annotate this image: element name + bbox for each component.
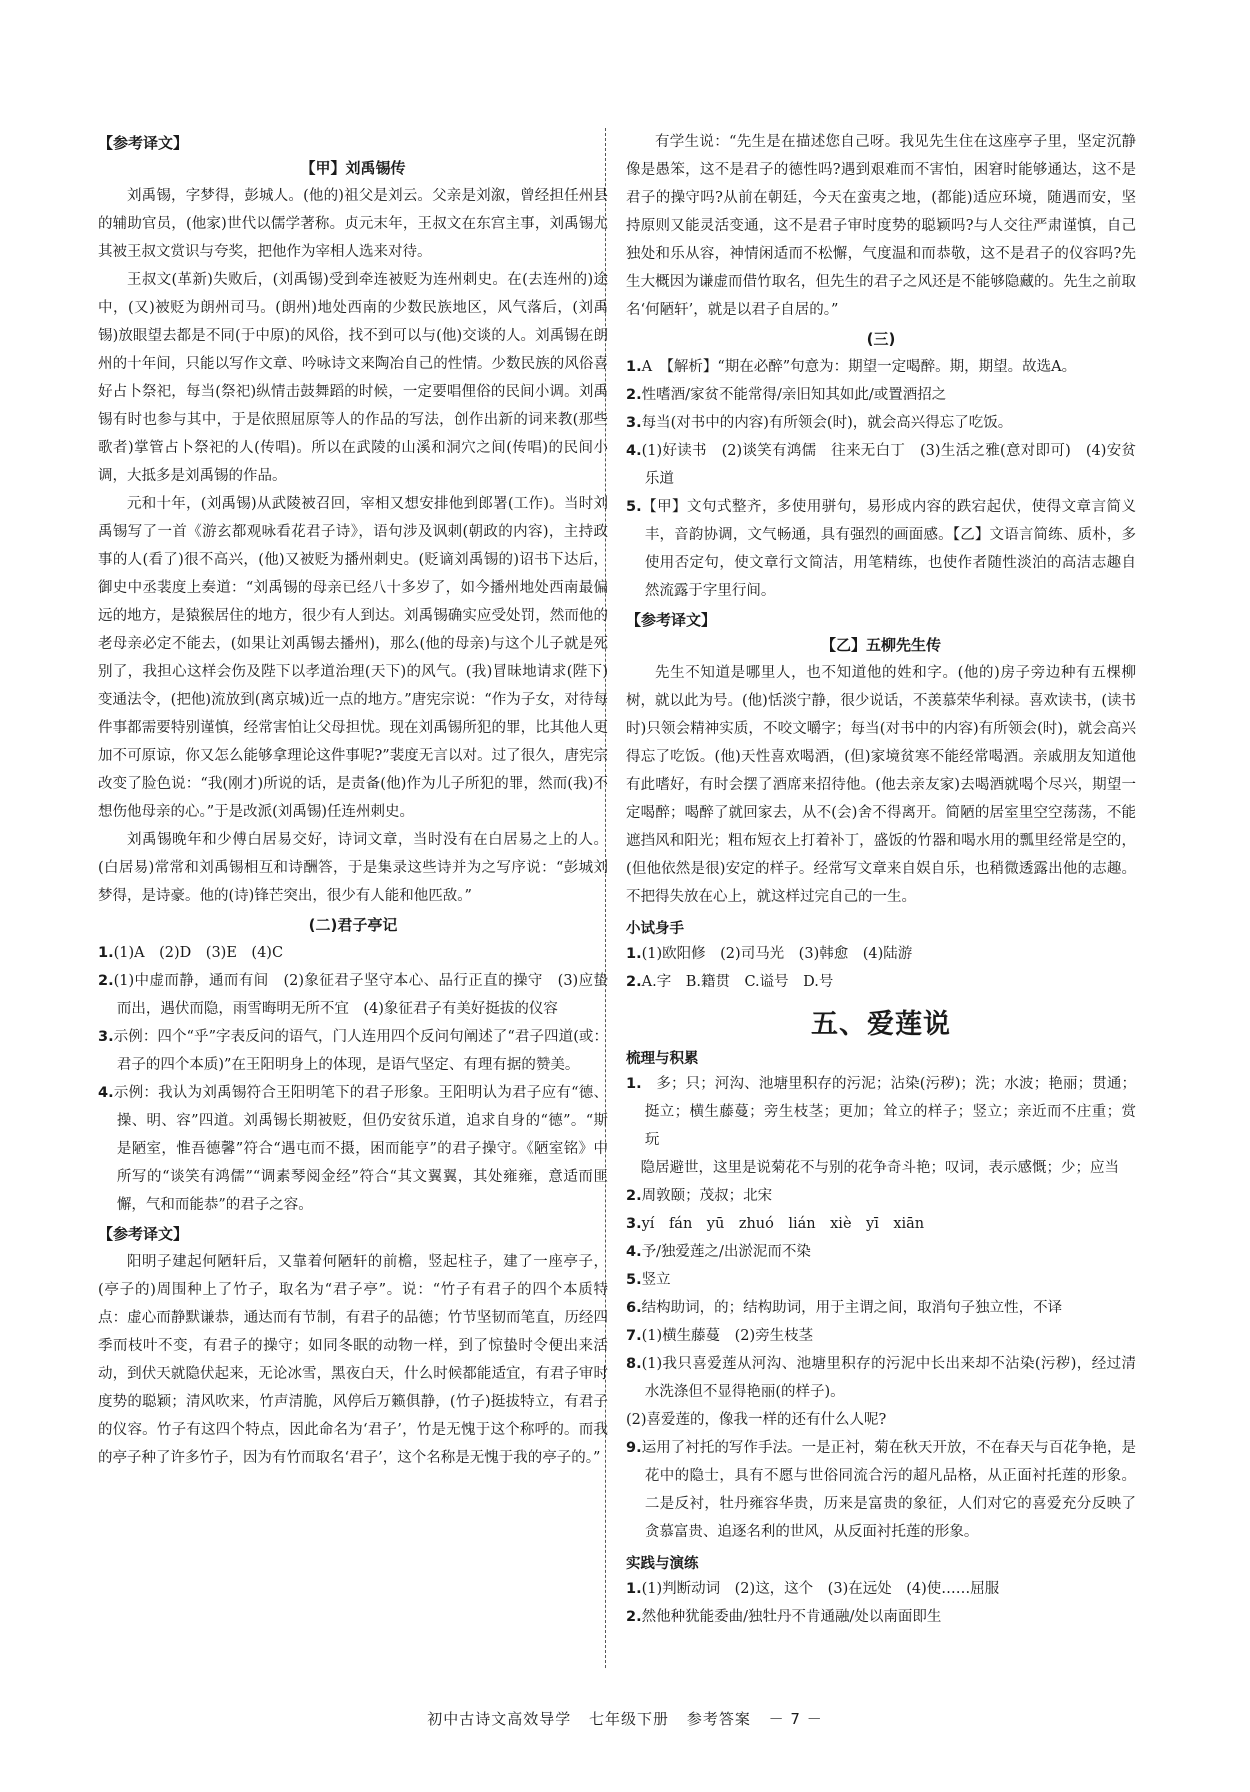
footer-book: 初中古诗文高效导学 bbox=[427, 1710, 572, 1728]
paragraph: 先生不知道是哪里人，也不知道他的姓和字。(他的)房子旁边种有五棵柳树，就以此为号。(他)恬淡宁静，很少说话，不羡慕荣华利禄。喜欢读书，(读书时)只领会精神实质，不咬文嚼字；每当(对书中的内容)有所领会(时)，就会高兴得忘了吃饭。(他)天性喜欢喝酒，(但)家境贫寒不能经常喝酒。亲戚朋友知道他有此嗜好，有时会摆了酒席来招待他。(他去亲友家)去喝酒就喝个尽兴，期望一定喝醉；喝醉了就回家去，从不(会)舍不得离开。简陋的居室里空空荡荡，不能遮挡风和阳光；粗布短衣上打着补丁，盛饭的竹器和喝水用的瓢里经常是空的，(但他依然是很)安定的样子。经常写文章来自娱自乐，也稍微透露出他的志趣。不把得失放在心上，就这样过完自己的一生。 bbox=[626, 665, 1136, 905]
item-text: (2)喜爱莲的，像我一样的还有什么人呢? bbox=[626, 1412, 887, 1428]
sort-items bbox=[626, 1070, 1136, 1546]
paragraph: 王叔文(革新)失败后，(刘禹锡)受到牵连被贬为连州刺史。在(去连州的)途中，(又)被贬为朗州司马。(朗州)地处西南的少数民族地区，风气落后，(刘禹锡)放眼望去都是不同(于中原)的风俗，找不到可以与(他)交谈的人。刘禹锡在朗州的十年间，只能以写作文章、吟咏诗文来陶冶自己的性情。少数民族的风俗喜好占卜祭祀，每当(祭祀)纵情击鼓舞蹈的时候，一定要唱俚俗的民间小调。刘禹锡有时也参与其中，于是依照屈原等人的作品的写法，创作出新的词来教(那些歌者)掌管占卜祭祀的人(传唱)。所以在武陵的山溪和洞穴之间(传唱)的民间小调，大抵多是刘禹锡的作品。 bbox=[98, 272, 608, 484]
lesson-title: 五、爱莲说 bbox=[811, 1009, 951, 1040]
sec3-title: (三) bbox=[866, 330, 896, 348]
sec2-title: (二)君子亭记 bbox=[308, 916, 398, 934]
item-text: 每当(对书中的内容)有所领会(时)，就会高兴得忘了吃饭。 bbox=[641, 415, 1013, 431]
item-number: 1. bbox=[626, 1581, 642, 1597]
paragraph: 刘禹锡，字梦得，彭城人。(他的)祖父是刘云。父亲是刘溆，曾经担任州县的辅助官员，(他家)世代以儒学著称。贞元末年，王叔文在东宫主事，刘禹锡尤其被王叔文赏识与夸奖，把他作为宰相人选来对待。 bbox=[98, 188, 608, 260]
item-text: (1)欧阳修 (2)司马光 (3)韩愈 (4)陆游 bbox=[641, 946, 913, 962]
answer-item bbox=[626, 1238, 1136, 1266]
item-text: (1)中虚而静，通而有间 (2)象征君子坚守本心、品行正直的操守 (3)应蛰而出，遇伏而隐，雨雪晦明无所不宜 (4)象征君子有美好挺拔的仪容 bbox=[113, 973, 608, 1017]
answer-item bbox=[626, 1406, 1136, 1434]
item-text: A.字 B.籍贯 C.谥号 D.号 bbox=[641, 974, 834, 990]
answer-item bbox=[626, 381, 1136, 409]
ref3-title: 【乙】五柳先生传 bbox=[820, 636, 941, 654]
footer-grade: 七年级下册 bbox=[589, 1710, 670, 1728]
item-number: 2. bbox=[626, 974, 642, 990]
practice-items bbox=[626, 1575, 1136, 1631]
footer-section: 参考答案 bbox=[686, 1710, 751, 1728]
item-text: 示例：我认为刘禹锡符合王阳明笔下的君子形象。王阳明认为君子应有“德、操、明、容”四道。刘禹锡长期被贬，但仍安贫乐道，追求自身的“德”。“斯是陋室，惟吾德馨”符合“遇屯而不摄，困而能亨”的君子操守。《陋室铭》中所写的“谈笑有鸿儒”“调素琴阅金经”符合“其文翼翼，其处雍雍，意适而匪懈，气和而能恭”的君子之容。 bbox=[113, 1085, 608, 1213]
item-text: 隐居避世，这里是说菊花不与别的花争奇斗艳；叹词，表示感慨；少；应当 bbox=[626, 1160, 1119, 1176]
item-text: 然他种犹能委曲/独牡丹不肯通融/处以南面即生 bbox=[641, 1609, 942, 1625]
item-number: 4. bbox=[626, 443, 642, 459]
sec3-items bbox=[626, 353, 1136, 605]
paragraph: 元和十年，(刘禹锡)从武陵被召回，宰相又想安排他到郎署(工作)。当时刘禹锡写了一首《游玄都观咏看花君子诗》，语句涉及讽刺(朝政的内容)，主持政事的人(看了)很不高兴，(他)又被贬为播州刺史。(贬谪刘禹锡的)诏书下达后，御史中丞裴度上奏道：“刘禹锡的母亲已经八十多岁了，如今播州地处西南最偏远的地方，是猿猴居住的地方，很少有人到达。刘禹锡确实应受处罚，然而他的老母亲必定不能去，(如果让刘禹锡去播州)，那么(他的母亲)与这个儿子就是死别了，我担心这样会伤及陛下以孝道治理(天下)的风气。(我)冒昧地请求(陛下)变通法令，(把他)流放到(离京城)近一点的地方。”唐宪宗说：“作为子女，对待每件事都需要特别谨慎，经常害怕让父母担忧。现在刘禹锡所犯的罪，比其他人更加不可原谅，你又怎么能够拿理论这件事呢?”裴度无言以对。过了很久，唐宪宗改变了脸色说：“我(刚才)所说的话，是责备(他)作为儿子所犯的罪，然而(我)不想伤他母亲的心。”于是改派(刘禹锡)任连州刺史。 bbox=[98, 496, 608, 820]
answer-item bbox=[626, 1294, 1136, 1322]
answer-item bbox=[626, 1603, 1136, 1631]
item-text: 结构助词，的；结构助词，用于主谓之间，取消句子独立性，不译 bbox=[641, 1300, 1063, 1316]
answer-item bbox=[626, 353, 1136, 381]
item-number: 2. bbox=[626, 1188, 642, 1204]
answer-item bbox=[98, 1023, 608, 1079]
answer-item bbox=[98, 967, 608, 1023]
item-number: 2. bbox=[626, 1609, 642, 1625]
item-text: yí fán yū zhuó lián xiè yī xiān bbox=[641, 1216, 925, 1232]
ref2-paras bbox=[98, 1248, 608, 1472]
right-column bbox=[626, 128, 1136, 1631]
left-column bbox=[98, 128, 608, 1472]
item-text: (1)判断动词 (2)这，这个 (3)在远处 (4)使……屈服 bbox=[641, 1581, 1000, 1597]
item-text: (1)好读书 (2)谈笑有鸿儒 往来无白丁 (3)生活之雅(意对即可) (4)安贫乐道 bbox=[641, 443, 1136, 487]
item-text: 竖立 bbox=[641, 1272, 671, 1288]
answer-item bbox=[626, 1210, 1136, 1238]
item-number: 1. bbox=[626, 1076, 642, 1092]
answer-item bbox=[626, 1266, 1136, 1294]
item-number: 1. bbox=[98, 945, 114, 961]
page-footer bbox=[0, 1708, 1250, 1729]
item-number: 9. bbox=[626, 1440, 642, 1456]
item-number: 4. bbox=[98, 1085, 114, 1101]
ref1-label: 【参考译文】 bbox=[98, 134, 189, 152]
item-number: 5. bbox=[626, 499, 642, 515]
ref1-paras bbox=[98, 182, 608, 910]
answer-item bbox=[98, 1079, 608, 1219]
ref1-title: 【甲】刘禹锡传 bbox=[300, 159, 406, 177]
item-number: 3. bbox=[626, 415, 642, 431]
answer-item bbox=[98, 939, 608, 967]
item-number: 2. bbox=[626, 387, 642, 403]
try-items bbox=[626, 940, 1136, 996]
item-number: 1. bbox=[626, 946, 642, 962]
item-text: 运用了衬托的写作手法。一是正衬，菊在秋天开放，不在春天与百花争艳，是花中的隐士，具有不愿与世俗同流合污的超凡品格，从正面衬托莲的形象。二是反衬，牡丹雍容华贵，历来是富贵的象征，人们对它的喜爱充分反映了贪慕富贵、追逐名利的世风，从反面衬托莲的形象。 bbox=[641, 1440, 1136, 1540]
answer-item bbox=[626, 493, 1136, 605]
item-number: 2. bbox=[98, 973, 114, 989]
item-text: (1)A (2)D (3)E (4)C bbox=[113, 945, 284, 961]
answer-item bbox=[626, 409, 1136, 437]
paragraph: 刘禹锡晚年和少傅白居易交好，诗词文章，当时没有在白居易之上的人。(白居易)常常和刘禹锡相互和诗酬答，于是集录这些诗并为之写序说：“彭城刘梦得，是诗豪。他的(诗)锋芒突出，很少有人能和他匹敌。” bbox=[98, 832, 608, 904]
answer-item bbox=[626, 1070, 1136, 1154]
item-number: 6. bbox=[626, 1300, 642, 1316]
item-text: 周敦颐；茂叔；北宋 bbox=[641, 1188, 773, 1204]
item-text: A 【解析】“期在必醉”句意为：期望一定喝醉。期，期望。故选A。 bbox=[641, 359, 1077, 375]
ref3-label: 【参考译文】 bbox=[626, 611, 717, 629]
try-label: 小试身手 bbox=[626, 921, 684, 937]
item-number: 1. bbox=[626, 359, 642, 375]
ref3-paras bbox=[626, 659, 1136, 911]
sort-label: 梳理与积累 bbox=[626, 1051, 699, 1067]
answer-item bbox=[626, 1322, 1136, 1350]
item-text: 多；只；河沟、池塘里积存的污泥；沾染(污秽)；洗；水波；艳丽；贯通；挺立；横生藤蔓；旁生枝茎；更加；耸立的样子；竖立；亲近而不庄重；赏玩 bbox=[641, 1076, 1136, 1148]
answer-item bbox=[626, 1575, 1136, 1603]
practice-label: 实践与演练 bbox=[626, 1556, 699, 1572]
answer-item bbox=[626, 1182, 1136, 1210]
answer-item bbox=[626, 940, 1136, 968]
answer-item bbox=[626, 437, 1136, 493]
item-text: 性嗜酒/家贫不能常得/亲旧知其如此/或置酒招之 bbox=[641, 387, 947, 403]
item-number: 7. bbox=[626, 1328, 642, 1344]
ref2-label: 【参考译文】 bbox=[98, 1225, 189, 1243]
item-number: 3. bbox=[626, 1216, 642, 1232]
item-number: 8. bbox=[626, 1356, 642, 1372]
answer-item bbox=[626, 1434, 1136, 1546]
item-text: 示例：四个“乎”字表反问的语气，门人连用四个反问句阐述了“君子四道(或：君子的四个本质)”在王阳明身上的体现，是语气坚定、有理有据的赞美。 bbox=[113, 1029, 608, 1073]
item-number: 3. bbox=[98, 1029, 114, 1045]
paragraph: 阳明子建起何陋轩后，又靠着何陋轩的前檐，竖起柱子，建了一座亭子，(亭子的)周围种上了竹子，取名为“君子亭”。说：“竹子有君子的四个本质特点：虚心而静默谦恭，通达而有节制，有君子的品德；竹节坚韧而笔直，历经四季而枝叶不变，有君子的操守；如同冬眠的动物一样，到了惊蛰时令便出来活动，到伏天就隐伏起来，无论冰雪，黑夜白天，什么时候都能适宜，有君子审时度势的聪颖；清风吹来，竹声清脆，风停后万籁俱静，(竹子)挺拔特立，有君子的仪容。竹子有这四个特点，因此命名为‘君子’，竹是无愧于这个称呼的。而我的亭子种了许多竹子，因为有竹而取名‘君子’，这个名称是无愧于我的亭子的。” bbox=[98, 1254, 608, 1466]
item-text: (1)我只喜爱莲从河沟、池塘里积存的污泥中长出来却不沾染(污秽)，经过清水洗涤但不显得艳丽(的样子)。 bbox=[641, 1356, 1136, 1400]
answer-item bbox=[626, 1350, 1136, 1406]
continued-paras bbox=[626, 128, 1136, 324]
answer-item bbox=[626, 1154, 1136, 1182]
paragraph: 有学生说：“先生是在描述您自己呀。我见先生住在这座亭子里，坚定沉静像是愚笨，这不是君子的德性吗?遇到艰难而不害怕，困窘时能够通达，这不是君子的操守吗?从前在朝廷，今天在蛮夷之地，(都能)适应环境，随遇而安，坚持原则又能灵活变通，这不是君子审时度势的聪颖吗?与人交往严肃谨慎，自己独处和乐从容，神情闲适而不松懈，气度温和而恭敬，这不是君子的仪容吗?先生大概因为谦虚而借竹取名，但先生的君子之风还是不能够隐藏的。先生之前取名‘何陋轩’，就是以君子自居的。” bbox=[626, 134, 1136, 318]
footer-page-number: － 7 － bbox=[768, 1710, 823, 1728]
sec2-items bbox=[98, 939, 608, 1219]
item-text: 【甲】文句式整齐，多使用骈句，易形成内容的跌宕起伏，使得文章言简义丰，音韵协调，文气畅通，具有强烈的画面感。【乙】文语言简练、质朴，多使用否定句，使文章行文简洁，用笔精练，也使作者随性淡泊的高洁志趣自然流露于字里行间。 bbox=[641, 499, 1136, 599]
item-text: (1)横生藤蔓 (2)旁生枝茎 bbox=[641, 1328, 814, 1344]
answer-item bbox=[626, 968, 1136, 996]
item-text: 予/独爱莲之/出淤泥而不染 bbox=[641, 1244, 811, 1260]
item-number: 5. bbox=[626, 1272, 642, 1288]
item-number: 4. bbox=[626, 1244, 642, 1260]
